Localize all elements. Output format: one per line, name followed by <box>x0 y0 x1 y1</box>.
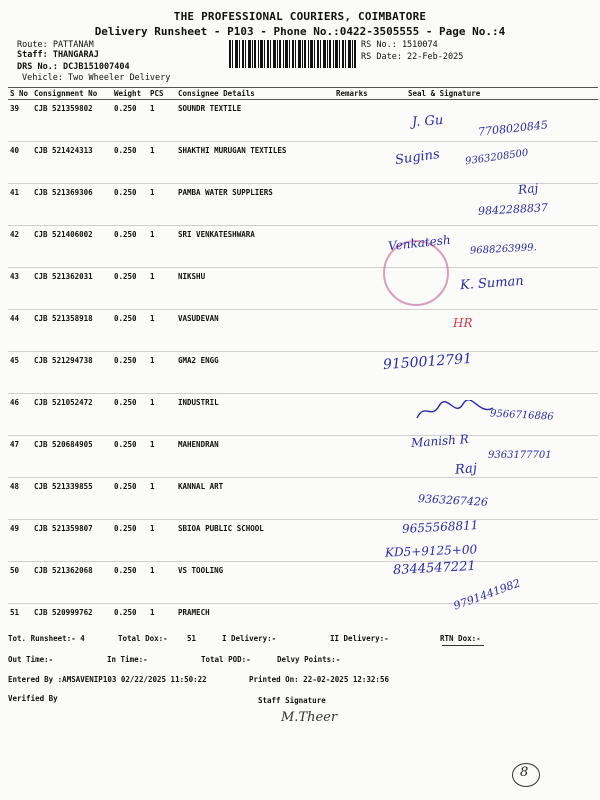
col-sno: S No <box>8 88 32 100</box>
table-row <box>8 478 598 520</box>
cell-sno: 50 <box>8 562 32 604</box>
cell-consignment: CJB 520999762 <box>34 608 93 617</box>
cell-sno: 46 <box>8 394 32 436</box>
cell-weight: 0.250 <box>112 310 148 352</box>
cell-weight: 0.250 <box>112 184 148 226</box>
cell-consignment: CJB 521369306 <box>32 184 112 226</box>
cell-pcs: 1 <box>148 394 176 436</box>
delvy-points: Delvy Points:- <box>277 655 341 664</box>
cell-sno: 40 <box>8 142 32 184</box>
route: Route: PATTANAM <box>17 40 94 50</box>
handwritten-phone: 9842288837 <box>477 201 549 218</box>
cell-remarks <box>334 478 388 520</box>
cell-pcs: 1 <box>148 436 176 478</box>
cell-remarks <box>334 142 388 184</box>
handwritten-phone: 9363267426 <box>417 492 489 509</box>
rs-number: RS No.: 1510074 <box>361 40 438 50</box>
cell-consignee: INDUSTRIL <box>176 394 334 436</box>
cell-weight: 0.250 <box>112 352 148 394</box>
runsheet-table <box>8 87 598 645</box>
total-pod: Total POD:- <box>201 655 251 664</box>
cell-remarks <box>334 562 388 604</box>
cell-pcs: 1 <box>148 352 176 394</box>
cell-signature <box>388 310 598 352</box>
runsheet-subtitle: Delivery Runsheet - P103 - Phone No.:0422-3505555 - Page No.:4 <box>94 25 506 38</box>
cell-pcs: 1 <box>148 520 176 562</box>
handwritten-signature: Venkatesh <box>387 232 452 254</box>
cell-weight: 0.250 <box>112 478 148 520</box>
handwritten-signature: Sugins <box>394 146 441 169</box>
table-row <box>8 310 598 352</box>
cell-consignee: MAHENDRAN <box>176 436 334 478</box>
cell-weight: 0.250 <box>112 394 148 436</box>
cell-remarks <box>334 184 388 226</box>
cell-weight: 0.250 <box>112 520 148 562</box>
ii-delivery: II Delivery:- <box>330 634 389 643</box>
handwritten-phone: 9655568811 <box>401 518 479 536</box>
cell-weight: 0.250 <box>114 608 137 617</box>
cell-consignment: CJB 521359802 <box>32 100 112 142</box>
cell-weight: 0.250 <box>112 100 148 142</box>
cell-remarks <box>334 352 388 394</box>
cell-remarks <box>334 394 388 436</box>
cell-consignee: GMA2 ENGG <box>176 352 334 394</box>
drs-number: DRS No.: DCJB151007404 <box>17 62 130 72</box>
cell-sno: 49 <box>8 520 32 562</box>
entered-by: Entered By :AMSAVENIP103 02/22/2025 11:50:22 <box>8 675 207 684</box>
cell-consignment: CJB 521362031 <box>32 268 112 310</box>
cell-pcs: 1 <box>150 608 155 617</box>
cell-pcs: 1 <box>148 184 176 226</box>
handwritten-initials: HR <box>453 316 473 330</box>
table-row <box>8 520 598 562</box>
cell-consignment: CJB 521358918 <box>32 310 112 352</box>
cell-pcs: 1 <box>148 100 176 142</box>
handwritten-signature: K. Suman <box>459 273 525 294</box>
cell-weight: 0.250 <box>112 562 148 604</box>
cell-consignment: CJB 521359807 <box>32 520 112 562</box>
cell-consignee: PAMBA WATER SUPPLIERS <box>176 184 334 226</box>
cell-remarks <box>334 226 388 268</box>
cell-sno: 42 <box>8 226 32 268</box>
cell-pcs: 1 <box>148 310 176 352</box>
staff: Staff: THANGARAJ <box>17 50 99 60</box>
vehicle: Vehicle: Two Wheeler Delivery <box>22 73 171 83</box>
staff-signature-label: Staff Signature <box>258 696 326 705</box>
cell-consignment: CJB 521424313 <box>32 142 112 184</box>
page-mark: 8 <box>520 765 529 780</box>
col-weight: Weight <box>112 88 148 100</box>
handwritten-phone: 9566716886 <box>489 408 554 423</box>
tot-runsheet: Tot. Runsheet:- 4 <box>8 634 85 643</box>
cell-consignee: SHAKTHI MURUGAN TEXTILES <box>176 142 334 184</box>
in-time: In Time:- <box>107 655 148 664</box>
cell-sno: 39 <box>8 100 32 142</box>
col-consignee: Consignee Details <box>176 88 334 100</box>
handwritten-signature-scribble <box>415 400 495 422</box>
table-header-row <box>8 88 598 100</box>
cell-pcs: 1 <box>148 562 176 604</box>
cell-consignment: CJB 520684905 <box>32 436 112 478</box>
cell-pcs: 1 <box>148 226 176 268</box>
handwritten-signature: Raj <box>454 461 478 478</box>
cell-consignment: CJB 521294738 <box>32 352 112 394</box>
cell-sno: 45 <box>8 352 32 394</box>
cell-weight: 0.250 <box>112 226 148 268</box>
cell-sno: 48 <box>8 478 32 520</box>
cell-consignment: CJB 521052472 <box>32 394 112 436</box>
rs-date: RS Date: 22-Feb-2025 <box>361 52 464 62</box>
handwritten-signature: Manish R <box>410 432 470 450</box>
total-dox-label: Total Dox:- <box>118 634 168 643</box>
out-time: Out Time:- <box>8 655 54 664</box>
handwritten-signature-phone: 9150012791 <box>382 350 473 374</box>
cell-remarks <box>334 520 388 562</box>
cell-consignment: CJB 521406002 <box>32 226 112 268</box>
cell-consignee: SOUNDR TEXTILE <box>176 100 334 142</box>
cell-sno: 47 <box>8 436 32 478</box>
col-signature: Seal & Signature <box>388 88 598 100</box>
table-row <box>8 142 598 184</box>
handwritten-phone: 7708020845 <box>477 118 549 139</box>
cell-consignee: VS TOOLING <box>176 562 334 604</box>
table-row <box>8 352 598 394</box>
cell-weight: 0.250 <box>112 268 148 310</box>
cell-consignee: SBIOA PUBLIC SCHOOL <box>176 520 334 562</box>
col-pcs: PCS <box>148 88 176 100</box>
cell-pcs: 1 <box>148 268 176 310</box>
verified-by: Verified By <box>8 694 58 703</box>
cell-remarks <box>334 100 388 142</box>
company-title: THE PROFESSIONAL COURIERS, COIMBATORE <box>173 10 427 23</box>
handwritten-signature-phone: 9791441982 <box>451 576 523 613</box>
handwritten-phone: 9363177701 <box>488 450 552 461</box>
cell-consignee: KANNAL ART <box>176 478 334 520</box>
cell-signature <box>388 604 598 646</box>
divider <box>442 645 484 646</box>
cell-consignee: VASUDEVAN <box>176 310 334 352</box>
col-remarks: Remarks <box>334 88 388 100</box>
handwritten-phone: 9363208500 <box>464 147 530 168</box>
cell-sno: 41 <box>8 184 32 226</box>
cell-remarks <box>334 310 388 352</box>
printed-on: Printed On: 22-02-2025 12:32:56 <box>249 675 389 684</box>
total-dox-value: 51 <box>187 634 197 643</box>
cell-consignment: CJB 521339855 <box>32 478 112 520</box>
cell-consignee: NIKSHU <box>176 268 334 310</box>
handwritten-signature: J. Gu <box>411 112 444 131</box>
handwritten-phone: 8344547221 <box>392 558 477 579</box>
cell-weight: 0.250 <box>112 436 148 478</box>
staff-signature: M.Theer <box>281 710 338 725</box>
table-row <box>8 604 598 646</box>
handwritten-phone: 9688263999. <box>469 242 538 257</box>
cell-sno: 51 <box>10 608 20 617</box>
i-delivery: I Delivery:- <box>222 634 277 643</box>
cell-sno: 44 <box>8 310 32 352</box>
cell-pcs: 1 <box>148 142 176 184</box>
cell-consignment: CJB 521362068 <box>32 562 112 604</box>
col-consignment: Consignment No <box>32 88 112 100</box>
cell-consignee: PRAMECH <box>178 608 210 617</box>
handwritten-signature: Raj <box>517 180 539 198</box>
barcode <box>229 40 356 68</box>
cell-remarks <box>334 268 388 310</box>
cell-remarks <box>334 436 388 478</box>
cell-pcs: 1 <box>148 478 176 520</box>
rtn-dox: RTN Dox:- <box>440 634 481 643</box>
cell-weight: 0.250 <box>112 142 148 184</box>
handwritten-note: KD5+9125+00 <box>384 542 478 560</box>
cell-sno: 43 <box>8 268 32 310</box>
cell-consignee: SRI VENKATESHWARA <box>176 226 334 268</box>
